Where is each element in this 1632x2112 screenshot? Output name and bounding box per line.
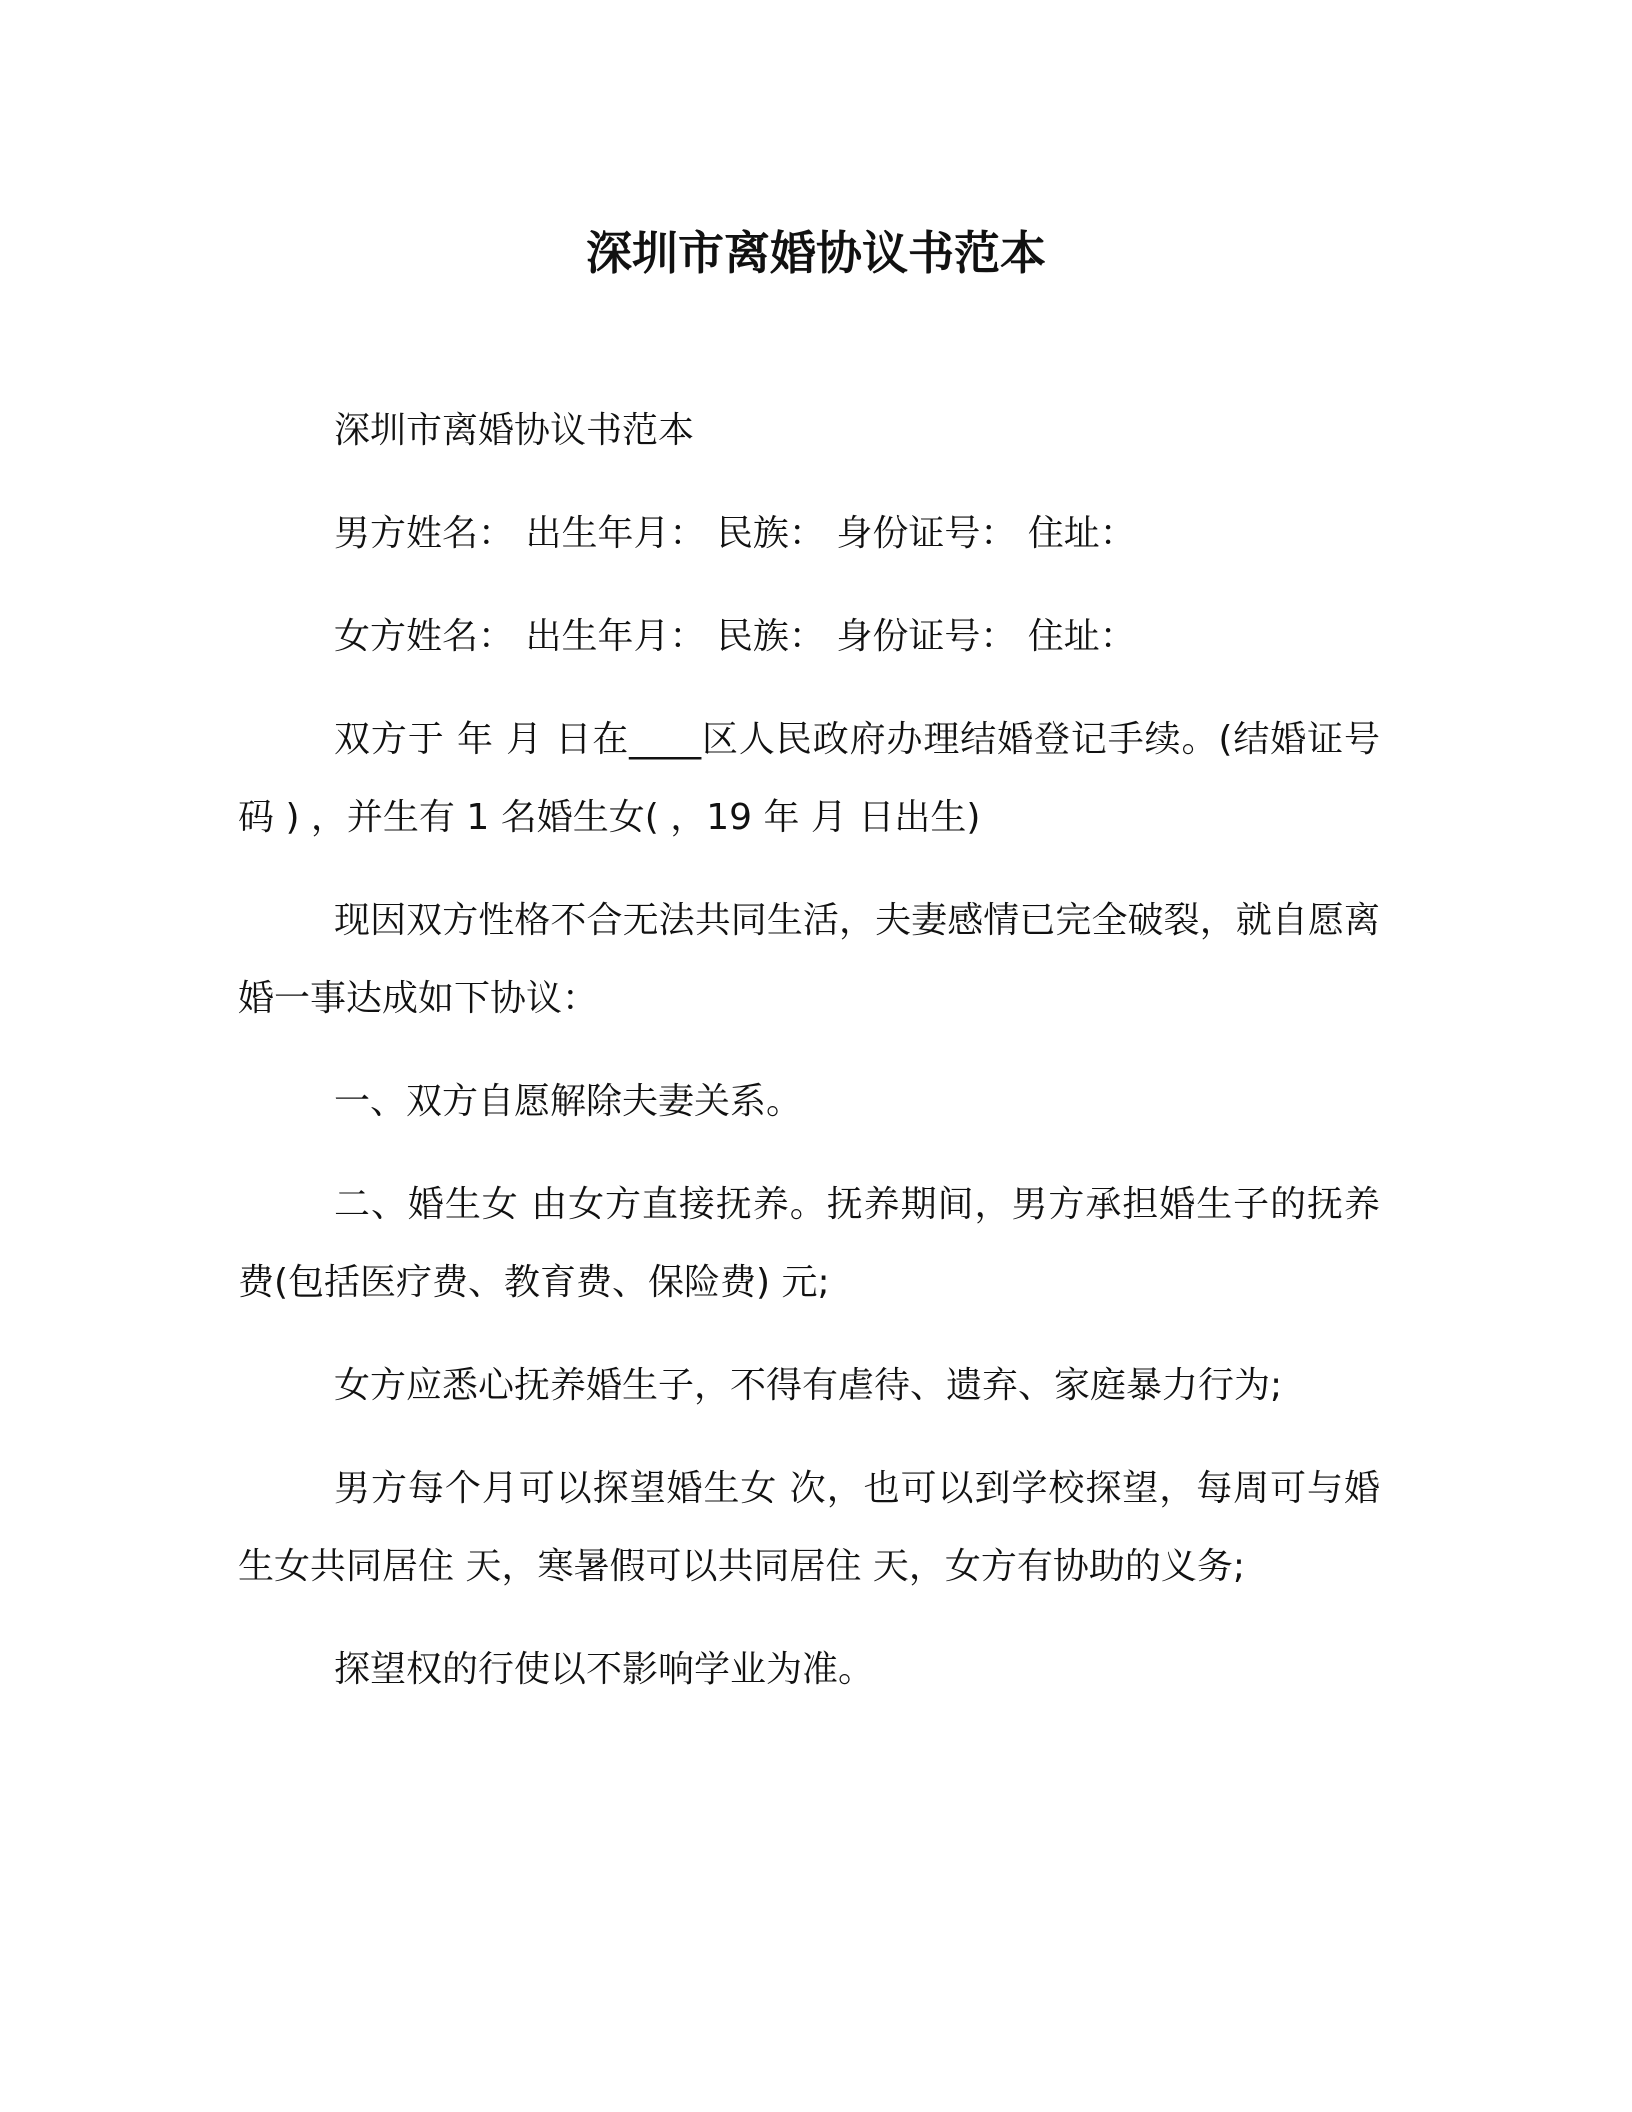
- paragraph-female-duty: 女方应悉心抚养婚生子，不得有虐待、遗弃、家庭暴力行为;: [334, 1365, 1283, 1406]
- paragraph-male-info: 男方姓名： 出生年月： 民族： 身份证号： 住址：: [334, 513, 1136, 554]
- document-title: 深圳市离婚协议书范本: [586, 226, 1046, 280]
- paragraph-clause-1: 一、双方自愿解除夫妻关系。: [334, 1081, 803, 1122]
- paragraph-heading: 深圳市离婚协议书范本: [334, 410, 695, 451]
- paragraph-female-info: 女方姓名： 出生年月： 民族： 身份证号： 住址：: [334, 616, 1136, 657]
- paragraph-marriage-registration: 双方于 年 月 日在____区人民政府办理结婚登记手续。(结婚证号码 ) ，并生有 1 名婚生女( ，19 年 月 日出生): [238, 719, 1380, 838]
- paragraph-reason: 现因双方性格不合无法共同生活，夫妻感情已完全破裂，就自愿离婚一事达成如下协议：: [238, 900, 1380, 1019]
- document-body: [238, 392, 1380, 1734]
- paragraph-clause-2: 二、婚生女 由女方直接抚养。抚养期间，男方承担婚生子的抚养费(包括医疗费、教育费、保险费) 元;: [238, 1184, 1380, 1303]
- paragraph-visitation: 男方每个月可以探望婚生女 次，也可以到学校探望，每周可与婚生女共同居住 天，寒暑假可以共同居住 天，女方有协助的义务;: [238, 1468, 1380, 1587]
- paragraph-visitation-limit: 探望权的行使以不影响学业为准。: [334, 1649, 875, 1690]
